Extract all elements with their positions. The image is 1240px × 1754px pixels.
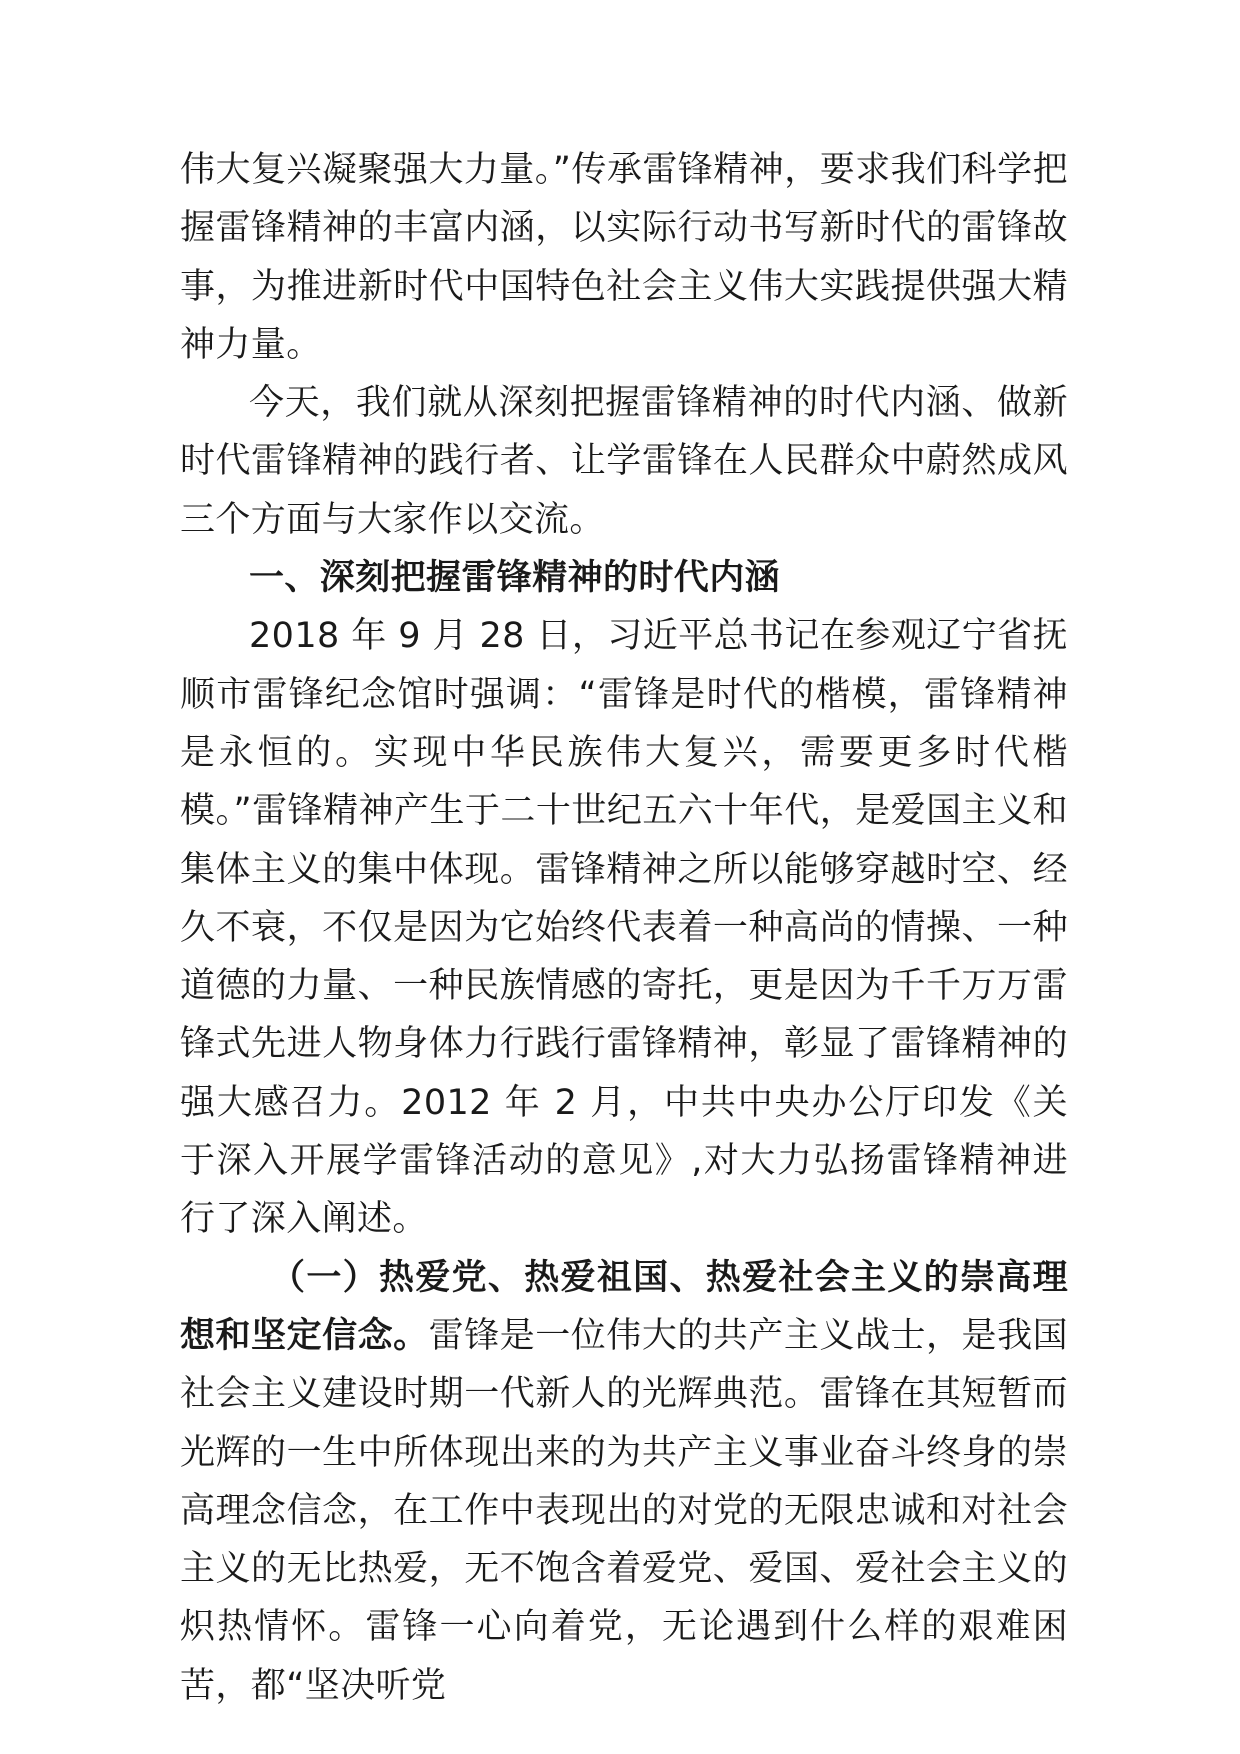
paragraph-overview: 今天，我们就从深刻把握雷锋精神的时代内涵、做新时代雷锋精神的践行者、让学雷锋在人民群众中蔚然成风三个方面与大家作以交流。	[180, 383, 1068, 540]
paragraph-background: 2018 年 9 月 28 日，习近平总书记在参观辽宁省抚顺市雷锋纪念馆时强调：“雷锋是时代的楷模，雷锋精神是永恒的。实现中华民族伟大复兴，需要更多时代楷模。”雷锋精神产生于二十世纪五六十年代，是爱国主义和集体主义的集中体现。雷锋精神之所以能够穿越时空、经久不衰，不仅是因为它始终代表着一种高尚的情操、一种道德的力量、一种民族情感的寄托，更是因为千千万万雷锋式先进人物身体力行践行雷锋精神，彰显了雷锋精神的强大感召力。2012 年 2 月，中共中央办公厅印发《关于深入开展学雷锋活动的意见》,对大力弘扬雷锋精神进行了深入阐述。	[180, 616, 1068, 1240]
section-heading-1: 一、深刻把握雷锋精神的时代内涵	[249, 558, 781, 599]
document-body	[180, 141, 1068, 1715]
paragraph-intro-continuation: 伟大复兴凝聚强大力量。”传承雷锋精神，要求我们科学把握雷锋精神的丰富内涵，以实际行动书写新时代的雷锋故事，为推进新时代中国特色社会主义伟大实践提供强大精神力量。	[180, 150, 1068, 365]
paragraph-subsection-1	[180, 1249, 1068, 1715]
subsection-1-heading: （一）热爱党、热爱祖国、热爱社会主义的崇高理想和坚定信念。	[180, 1257, 1068, 1356]
subsection-1-body: 雷锋是一位伟大的共产主义战士，是我国社会主义建设时期一代新人的光辉典范。雷锋在其短暂而光辉的一生中所体现出来的为共产主义事业奋斗终身的崇高理念信念，在工作中表现出的对党的无限忠诚和对社会主义的无比热爱，无不饱含着爱党、爱国、爱社会主义的炽热情怀。雷锋一心向着党，无论遇到什么样的艰难困苦，都“坚决听党	[180, 1315, 1068, 1706]
